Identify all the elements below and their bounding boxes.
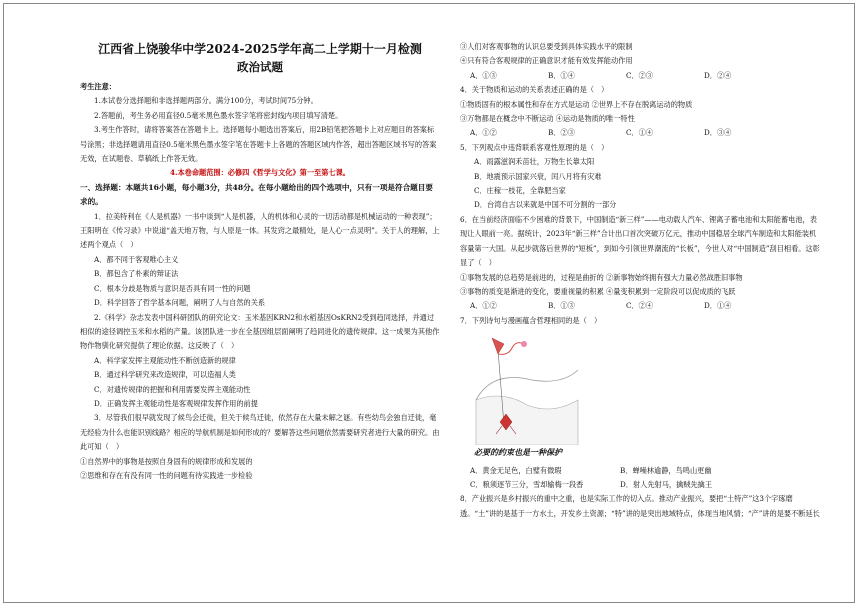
option: B．通过科学研究来改造规律，可以造福人类 [94,370,236,380]
right-column [460,40,820,521]
notice-scope: 4.本卷命题范围：必修四《哲学与文化》第一至第七课。 [169,168,350,178]
exam-title: 江西省上饶骏华中学2024-2025学年高二上学期十一月检测 [98,42,422,56]
option: A．都不同于客观唯心主义 [94,254,179,264]
kite-cartoon [472,330,582,445]
option: C．根本分歧是物质与意识是否具有同一性的问题 [94,283,251,293]
option: C．庄稼一枝花，全靠肥当家 [474,186,566,196]
choice: B．①④ [548,70,575,80]
choice: C．①④ [626,128,654,138]
option: A．科学家发挥主观能动性不断创造新的规律 [94,355,236,365]
option: D．正确发挥主观能动性是客观规律发挥作用的前提 [94,398,258,408]
option: B．地震预示国家兴衰，闰八月将有灾难 [474,171,602,181]
statement: ①事物发展的总趋势是前进的，过程是曲折的 ②新事物始终拥有强大力量必然战胜旧事物 [460,272,743,282]
option: C．对遗传规律的把握和利用需要发挥主观能动性 [94,384,251,394]
question-stem: 1．拉美特利在《人是机器》一书中谈到“人是机器，人的机体和心灵的一切活动都是机械运动的一种表现”；王阳明在《传习录》中说道“盖天地万物，与人原是一体。其发窍之最精处，是人心一点灵明”。关于人的理解，上述两个观点（ ） [80,211,440,250]
question-stem: 7．下列诗句与漫画蕴含哲理相同的是（ ） [460,315,602,325]
left-column [80,40,440,483]
notice-heading: 考生注意： [80,82,116,91]
statement: ③事物的质变是渐进的变化，要重视量的积累 ④量变积累到一定阶段可以促成质的飞跃 [460,286,736,296]
choice: D．①④ [704,301,732,311]
statement: ③人们对客观事物的认识总要受到具体实践水平的限制 [460,42,633,51]
choice-row [460,126,820,140]
choice-row [460,464,820,478]
choice: A．①③ [470,70,497,80]
exam-subtitle: 政治试题 [237,60,283,74]
section-heading: 一、选择题：本题共16小题，每小题3分，共48分。在每小题给出的四个选项中，只有一项是符合题目要求的。 [80,182,433,207]
choice: B．②③ [548,128,575,138]
statement: ①自然界中的事物是按照自身固有的规律形成和发展的 [80,456,253,466]
question-stem: 5．下列观点中违背联系客观性原理的是（ ） [460,142,609,152]
choice: A．①② [470,301,497,311]
question-stem: 6．在当前经济面临不少困难的背景下，中国制造“新三样”——电动载人汽车、锂离子蓄电池和太阳能蓄电池，表现让人眼前一亮。据统计，2023年“新三样”合计出口首次突破万亿元，推动中国稳居全球汽车制造和太阳能装机容量第一大国。从起步就落后世界的“短板”，到如今引领世界潮流的“长板”，今世人对“中国制造”刮目相看。这彰显了（ ） [460,214,820,268]
notice-item: 2.答题前，考生务必用直径0.5毫米黑色墨水签字笔将密封线内项目填写清楚。 [94,110,343,120]
choice: C．粮须逐节三分，雪却输梅一段香 [470,479,584,489]
question-stem: 4．关于物质和运动的关系表述正确的是（ ） [460,85,609,95]
choice: B．①③ [548,301,575,311]
cartoon-caption: 必要的约束也是一种保护 [474,447,562,458]
choice-row [460,478,820,492]
choice-row [460,69,820,83]
option: B．都包含了朴素的辩证法 [94,269,179,279]
question-stem: 3．尽管我们很早就发现了候鸟会迁徙，但关于候鸟迁徙，依然存在大量未解之谜。有些幼鸟会独自迁徙，毫无经验为什么也能识别线路？相应的导航机制是如何形成的？要解答这些问题依然需要研究者进行大量的研究。由此可知（ ） [80,413,440,452]
option: D．科学回答了哲学基本问题，阐明了人与自然的关系 [94,298,266,308]
choice: A．黄金无足色，白璧有微瑕 [470,465,562,475]
option: A．雨露滋润禾苗壮，万物生长靠太阳 [474,157,595,167]
question-stem: 2.《科学》杂志发表中国科研团队的研究论文：玉米基因KRN2和水稻基因OsKRN2受到趋同选择，并通过相似的途径调控玉米和水稻的产量。该团队进一步在全基因组层面阐明了趋同进化的遗传规律。这一成果为其他作物作物驯化研究提供了理论依据。这反映了（ ） [80,312,440,351]
choice: D．③④ [704,128,732,138]
notice-item: 1.本试卷分选择题和非选择题两部分。满分100分，考试时间75分钟。 [94,96,318,106]
question-stem: 8．产业振兴是乡村振兴的重中之重，也是实际工作的切入点。推动产业振兴，要把“土特产”这3个字琢磨透。“土”讲的是基于一方水土，开发乡土资源；“特”讲的是突出地域特点，体现当地风情；“产”讲的是要不断延长 [460,494,820,518]
choice: C．②③ [626,70,654,80]
choice: D．射人先射马，擒贼先擒王 [620,479,713,489]
kite-cartoon-icon [472,330,582,445]
choice: A．①② [470,128,497,138]
choice: B．蝉噪林逾静，鸟鸣山更幽 [620,465,712,475]
statement: ③万物都是在概念中不断运动 ④运动是物质的唯一特性 [460,114,635,124]
statement: ④只有符合客观规律的正确意识才能有效发挥能动作用 [460,56,633,66]
choice: C．②④ [626,301,654,311]
notice-item: 3.考生作答时，请将答案答在答题卡上。选择题每小题选出答案后，用2B铅笔把答题卡上对应题目的答案标号涂黑；非选择题请用直径0.5毫米黑色墨水签字笔在答题卡上各题的答题区域内作答，超出答题区域书写的答案无效，在试题卷、草稿纸上作答无效。 [80,125,437,164]
option: D．台湾自古以来就是中国不可分割的一部分 [474,200,617,210]
statement: ①物质固有的根本属性和存在方式是运动 ②世界上不存在脱离运动的物质 [460,99,693,109]
choice: D．②④ [704,70,732,80]
choice-row [460,299,820,313]
statement: ②思维和存在有没有同一性的问题有待实践进一步检验 [80,470,253,480]
